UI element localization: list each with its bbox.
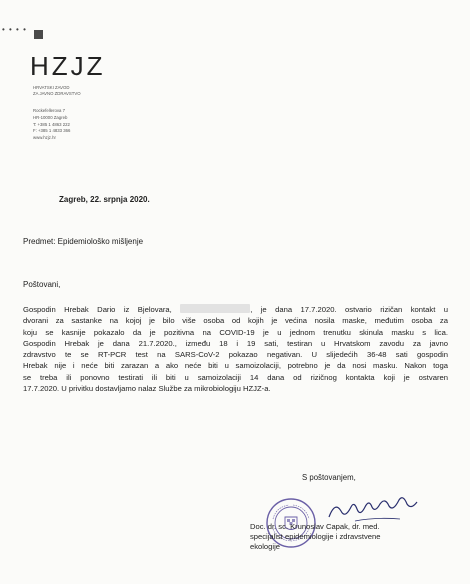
body-line: koju se kasnije pokazalo da je pozitivna na COVID-19 je u jednom trenutku skinula masku s lica. [23,327,448,337]
body-line: Hrebak nije i neće biti zarazan a ako neće biti u samoizolaciji, potrebno je da nosi masku. Nakon toga [23,361,448,371]
letter-greeting: Poštovani, [23,280,61,289]
hzjz-logo: HZJZ [30,51,106,81]
corner-dots: • • • • [2,25,27,34]
institute-address: Rockefellerova 7 HR-10000 Zagreb T: +385 1 4863 222 F: +385 1 4833 366 www.hzjz.hr [33,108,71,141]
body-line: se treba ili ponovno testirati ili biti u samoizolaciji 14 dana od rizičnog kontakta koji je ostvaren [23,372,448,382]
letter-closing: S poštovanjem, [302,473,356,482]
body-line: Gospodin Hrebak je dana 21.7.2020., između 18 i 19 sati, testiran u Hrvatskom zavodu za javno [23,338,448,348]
letter-date: Zagreb, 22. srpnja 2020. [59,195,150,204]
letter-subject: Predmet: Epidemiološko mišljenje [23,237,144,246]
redacted-block [180,304,250,313]
letter-body [23,304,448,394]
body-line: dvorani za sastanke na kojoj je bilo više osoba od kojih je većina nosila maske, međutim osoba za [23,316,448,326]
body-line-prefix: Gospodin Hrebak Dario iz Bjelovara, [23,305,172,314]
body-line: Gospodin Hrebak Dario iz Bjelovara, , je dana 17.7.2020. ostvario rizičan kontakt u [23,305,449,314]
body-line: zdravstvo te se RT-PCR test na SARS-CoV-2 pokazao negativan. U slijedećih 36-48 sati gospodin [23,350,448,360]
signer-name: Doc. dr. sc. Krunoslav Capak, dr. med. specijalist epidemiologije i zdravstvene ekologije [250,522,381,552]
body-line: 17.7.2020. U privitku dostavljamo nalaz Službe za mikrobiologiju HZJZ-a. [23,384,271,394]
institute-name: HRVATSKI ZAVOD ZA JAVNO ZDRAVSTVO [33,85,81,96]
logo-square-icon [34,30,43,39]
